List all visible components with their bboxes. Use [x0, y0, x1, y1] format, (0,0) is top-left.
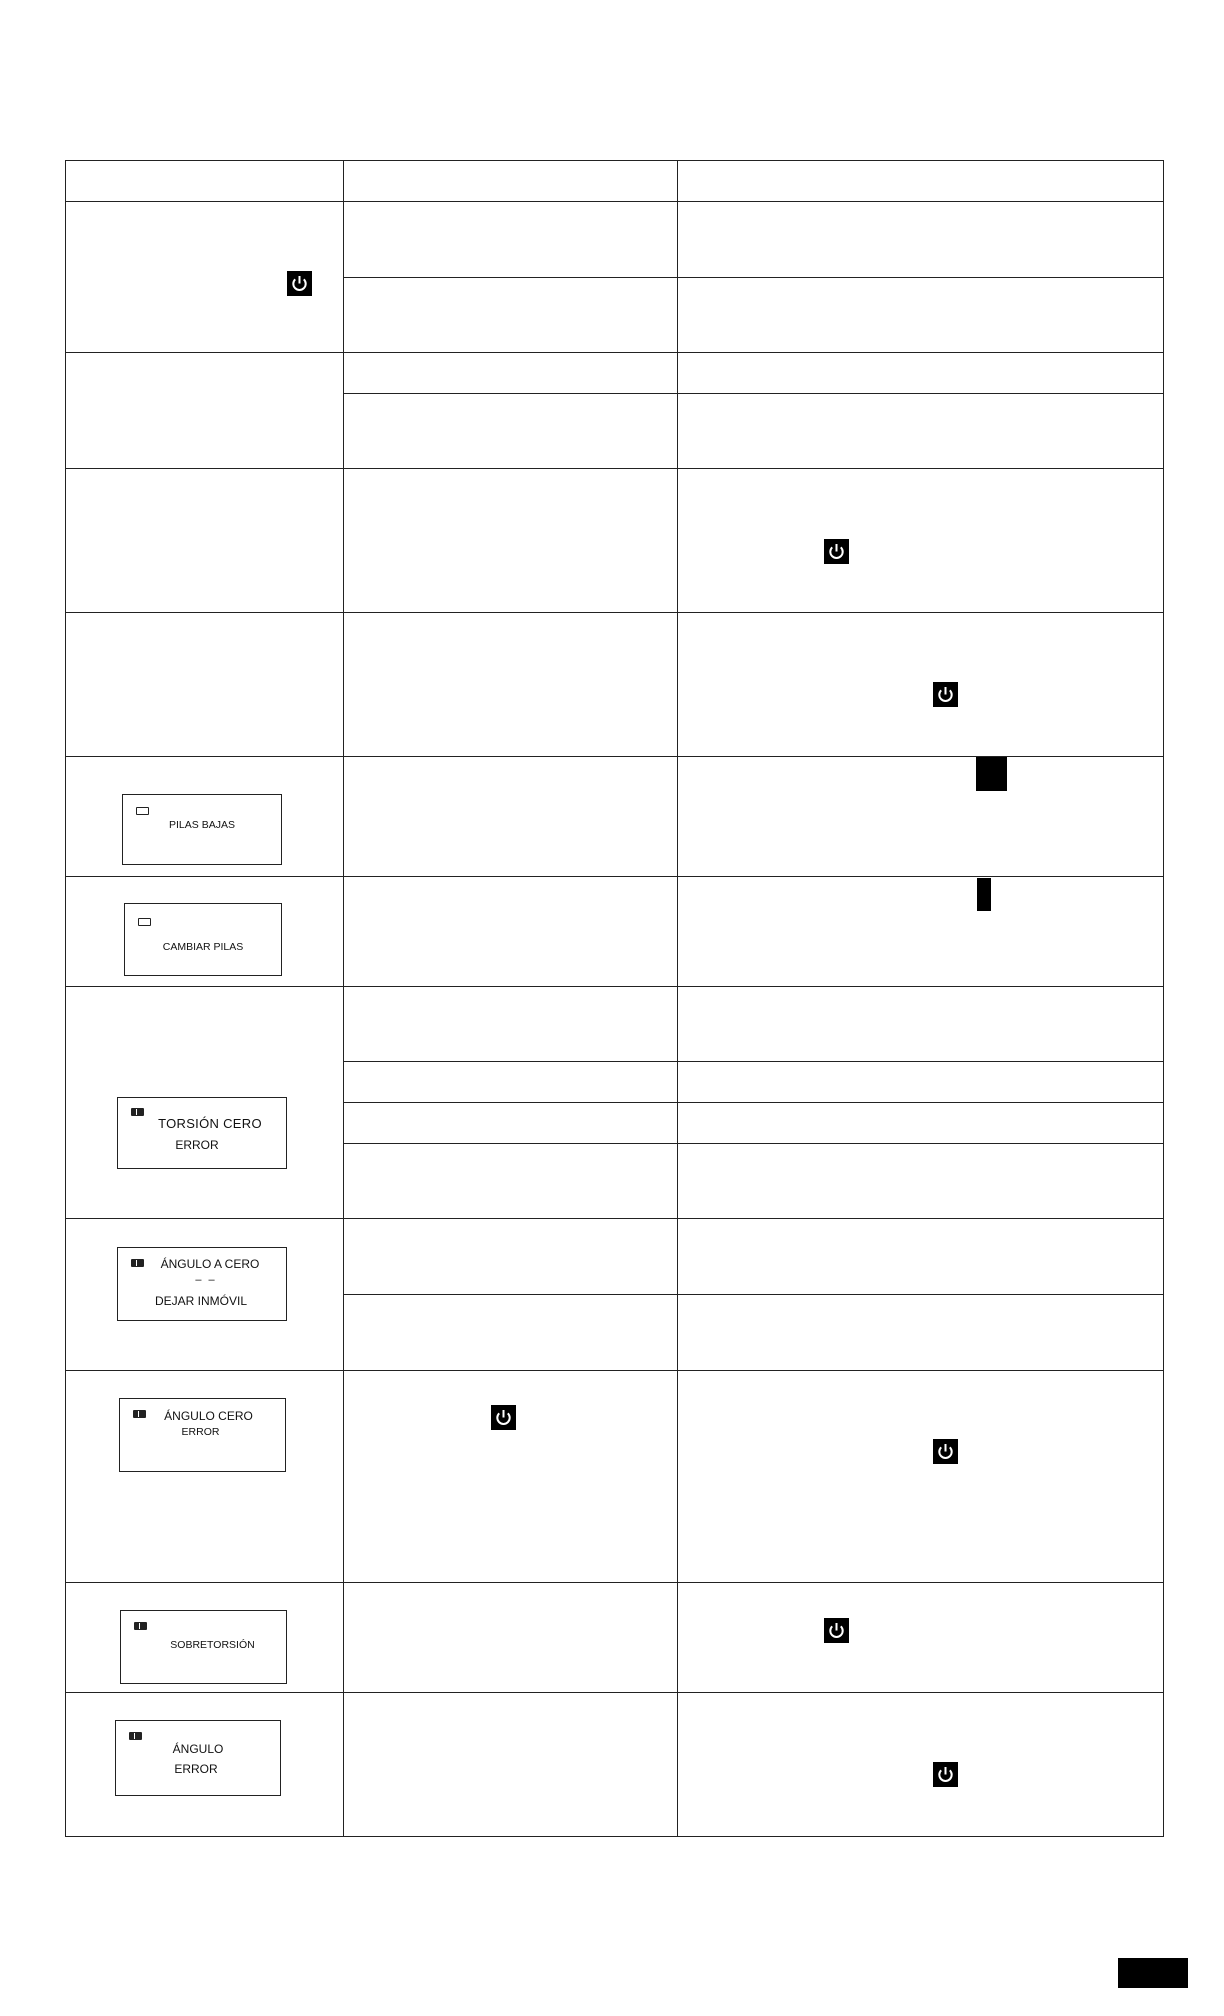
display-text-line1: TORSIÓN CERO	[158, 1116, 262, 1131]
lcd-display-zero-torque-error	[117, 1097, 287, 1169]
lcd-display-angle-error	[115, 1720, 281, 1796]
sub-row-divider	[343, 277, 1164, 278]
battery-full-icon	[131, 1108, 144, 1116]
sub-row-divider	[343, 1061, 1164, 1062]
display-text: CAMBIAR PILAS	[162, 941, 244, 953]
power-button-icon	[824, 1618, 849, 1643]
display-text-line2: ERROR	[175, 1138, 219, 1152]
display-text-line1: ÁNGULO CERO	[164, 1409, 253, 1423]
row-divider	[65, 876, 1164, 877]
battery-empty-icon	[138, 918, 151, 926]
power-button-icon	[933, 1762, 958, 1787]
lcd-display-angle-zero-error	[119, 1398, 286, 1472]
lcd-display-change-battery	[124, 903, 282, 976]
display-text: SOBRETORSIÓN	[170, 1639, 255, 1651]
battery-full-icon	[134, 1622, 147, 1630]
header-row-divider	[65, 201, 1164, 202]
table-border-bottom	[65, 1836, 1164, 1837]
display-text-line1: ÁNGULO	[172, 1742, 224, 1756]
display-dashes: – –	[195, 1274, 217, 1286]
row-divider	[65, 986, 1164, 987]
row-divider	[65, 468, 1164, 469]
row-divider	[65, 1370, 1164, 1371]
table-border-left	[65, 160, 66, 1837]
battery-bar-icon	[977, 878, 991, 911]
row-divider	[65, 612, 1164, 613]
row-divider	[65, 352, 1164, 353]
battery-empty-icon	[136, 807, 149, 815]
lcd-display-zero-angle	[117, 1247, 287, 1321]
row-divider	[65, 1582, 1164, 1583]
display-text-line2: DEJAR INMÓVIL	[154, 1294, 247, 1308]
row-divider	[65, 1218, 1164, 1219]
power-button-icon	[824, 539, 849, 564]
power-button-icon	[933, 1439, 958, 1464]
sub-row-divider	[343, 393, 1164, 394]
display-text-line2: ERROR	[174, 1762, 218, 1776]
sub-row-divider	[343, 1102, 1164, 1103]
power-button-icon	[287, 271, 312, 296]
power-button-icon	[491, 1405, 516, 1430]
column-divider-1	[343, 160, 344, 1837]
table-border-top	[65, 160, 1164, 161]
display-text-line1: ÁNGULO A CERO	[160, 1257, 260, 1271]
page-number-tab	[1118, 1958, 1188, 1988]
lcd-display-overtorque	[120, 1610, 287, 1684]
sub-row-divider	[343, 1143, 1164, 1144]
display-text: PILAS BAJAS	[169, 819, 235, 831]
table-border-right	[1163, 160, 1164, 1837]
lcd-display-low-battery	[122, 794, 282, 865]
display-text-line2: ERROR	[181, 1426, 220, 1438]
battery-full-icon	[129, 1732, 142, 1740]
column-divider-2	[677, 160, 678, 1837]
row-divider	[65, 1692, 1164, 1693]
battery-block-icon	[976, 757, 1007, 791]
sub-row-divider	[343, 1294, 1164, 1295]
power-button-icon	[933, 682, 958, 707]
